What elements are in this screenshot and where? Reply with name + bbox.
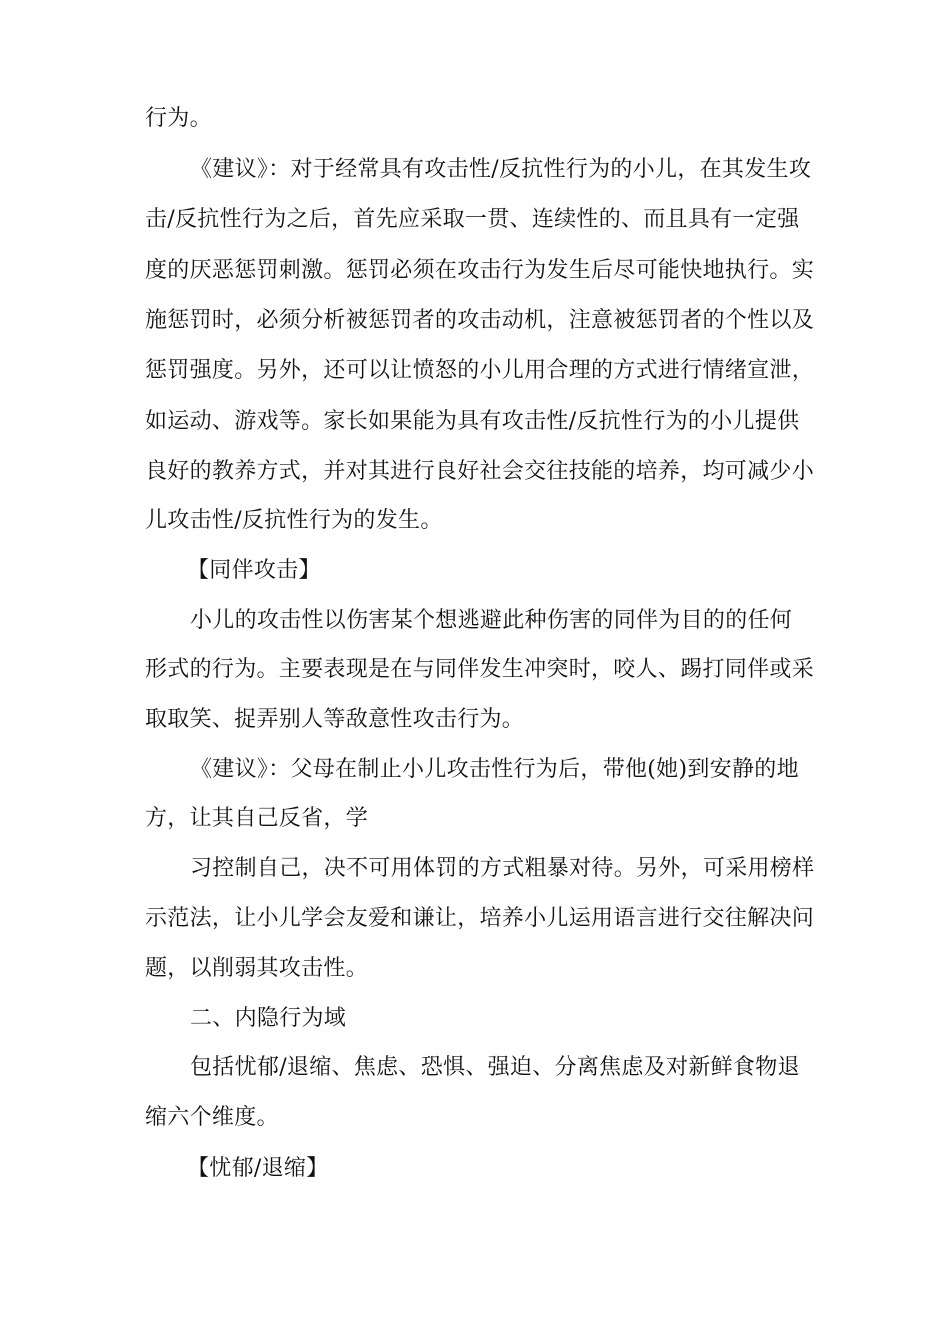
text-line: 击/反抗性行为之后，首先应采取一贯、连续性的、而且具有一定强 <box>145 207 800 232</box>
text-line: 《建议》：对于经常具有攻击性/反抗性行为的小儿，在其发生攻 <box>190 157 812 182</box>
text-line: 施惩罚时，必须分析被惩罚者的攻击动机，注意被惩罚者的个性以及 <box>145 308 815 333</box>
text-line: 取取笑、捉弄别人等敌意性攻击行为。 <box>145 707 525 732</box>
text-line: 如运动、游戏等。家长如果能为具有攻击性/反抗性行为的小儿提供 <box>145 409 800 434</box>
text-line: 《建议》：父母在制止小儿攻击性行为后，带他(她)到安静的地 <box>190 757 799 782</box>
section-heading: 【忧郁/退缩】 <box>187 1156 329 1181</box>
text-line: 形式的行为。主要表现是在与同伴发生冲突时，咬人、踢打同伴或采 <box>145 657 815 682</box>
text-line: 包括忧郁/退缩、焦虑、恐惧、强迫、分离焦虑及对新鲜食物退 <box>190 1055 800 1080</box>
section-heading: 【同伴攻击】 <box>187 558 321 583</box>
text-line: 题，以削弱其攻击性。 <box>145 956 369 981</box>
text-line: 良好的教养方式，并对其进行良好社会交往技能的培养，均可减少小 <box>145 459 815 484</box>
text-line: 习控制自己，决不可用体罚的方式粗暴对待。另外，可采用榜样 <box>190 856 815 881</box>
text-line: 行为。 <box>145 106 212 131</box>
text-line: 示范法，让小儿学会友爱和谦让，培养小儿运用语言进行交往解决问 <box>145 906 815 931</box>
text-line: 度的厌恶惩罚刺激。惩罚必须在攻击行为发生后尽可能快地执行。实 <box>145 258 815 283</box>
text-line: 缩六个维度。 <box>145 1105 279 1130</box>
text-line: 儿攻击性/反抗性行为的发生。 <box>145 508 443 533</box>
section-heading: 二、内隐行为域 <box>190 1006 347 1031</box>
text-line: 小儿的攻击性以伤害某个想逃避此种伤害的同伴为目的的任何 <box>190 608 793 633</box>
text-line: 惩罚强度。另外，还可以让愤怒的小儿用合理的方式进行情绪宣泄， <box>145 358 815 383</box>
text-line: 方，让其自己反省，学 <box>145 806 369 831</box>
